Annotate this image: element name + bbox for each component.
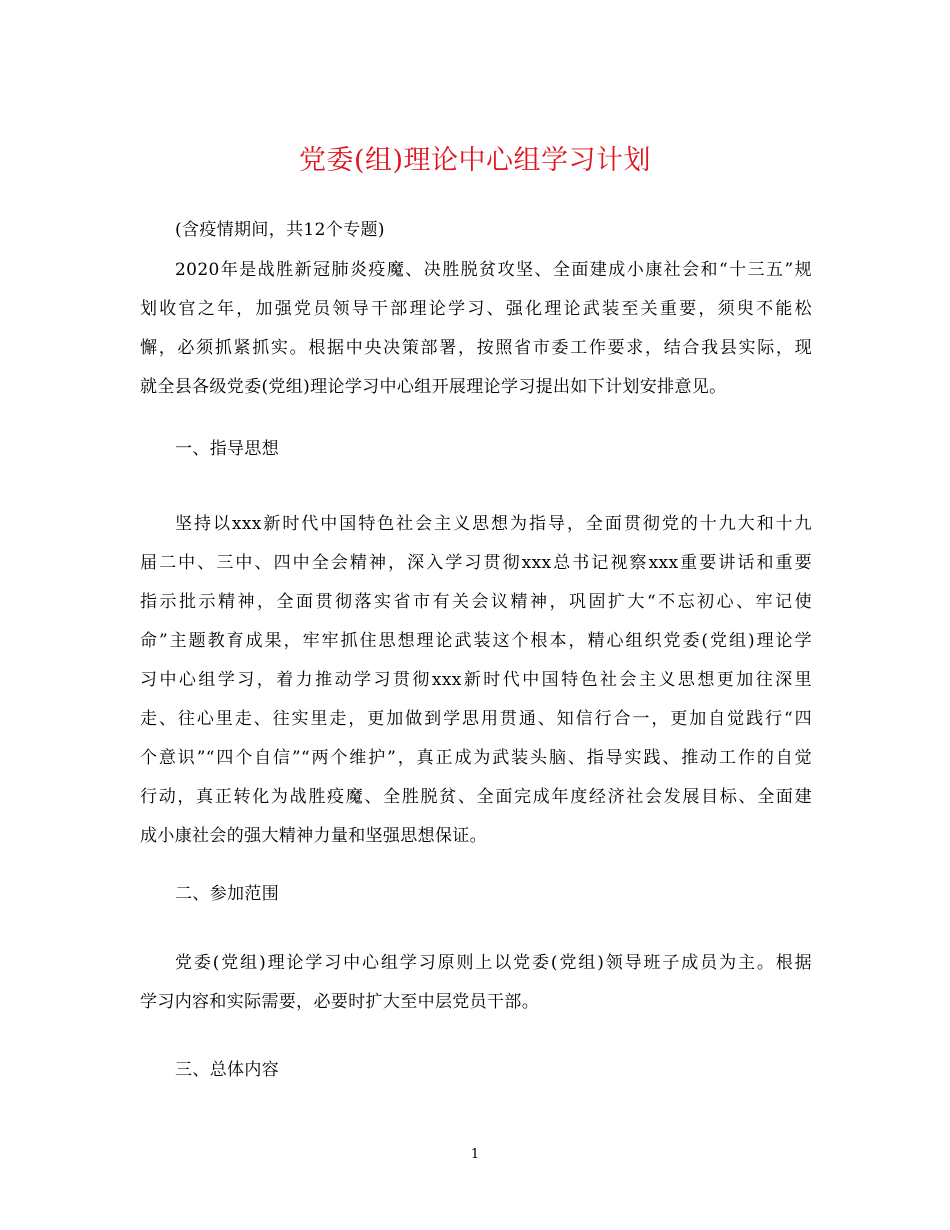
section-heading-overall-content: 三、总体内容 [175, 1060, 280, 1080]
paragraph-line: 个意识”“四个自信”“两个维护”，真正成为武装头脑、指导实践、推动工作的自觉 [140, 748, 812, 768]
section-heading-participation-scope: 二、参加范围 [175, 884, 280, 904]
section-heading-guiding-ideology: 一、指导思想 [175, 439, 280, 459]
paragraph-line: 指示批示精神，全面贯彻落实省市有关会议精神，巩固扩大“不忘初心、牢记使 [140, 592, 812, 612]
paragraph-line: 坚持以xxx新时代中国特色社会主义思想为指导，全面贯彻党的十九大和十九 [175, 514, 812, 534]
subtitle: (含疫情期间，共12个专题) [175, 220, 385, 240]
paragraph-line: 习中心组学习，着力推动学习贯彻xxx新时代中国特色社会主义思想更加往深里 [140, 670, 812, 690]
paragraph-line: 党委(党组)理论学习中心组学习原则上以党委(党组)领导班子成员为主。根据 [175, 953, 812, 973]
document-title: 党委(组)理论中心组学习计划 [298, 145, 652, 176]
paragraph-line: 就全县各级党委(党组)理论学习中心组开展理论学习提出如下计划安排意见。 [140, 377, 727, 397]
paragraph-line: 命”主题教育成果，牢牢抓住思想理论武装这个根本，精心组织党委(党组)理论学 [140, 631, 812, 651]
paragraph-line: 划收官之年，加强党员领导干部理论学习、强化理论武装至关重要，须臾不能松 [140, 299, 812, 319]
paragraph-line: 走、往心里走、往实里走，更加做到学思用贯通、知信行合一，更加自觉践行“四 [140, 709, 812, 729]
paragraph-line: 学习内容和实际需要，必要时扩大至中层党员干部。 [140, 992, 540, 1012]
paragraph-line: 成小康社会的强大精神力量和坚强思想保证。 [140, 826, 487, 846]
page-number: 1 [470, 1147, 480, 1162]
paragraph-line: 2020年是战胜新冠肺炎疫魔、决胜脱贫攻坚、全面建成小康社会和“十三五”规 [175, 260, 812, 280]
paragraph-line: 行动，真正转化为战胜疫魔、全胜脱贫、全面完成年度经济社会发展目标、全面建 [140, 787, 812, 807]
paragraph-line: 届二中、三中、四中全会精神，深入学习贯彻xxx总书记视察xxx重要讲话和重要 [140, 553, 812, 573]
paragraph-line: 懈，必须抓紧抓实。根据中央决策部署，按照省市委工作要求，结合我县实际，现 [140, 338, 812, 358]
